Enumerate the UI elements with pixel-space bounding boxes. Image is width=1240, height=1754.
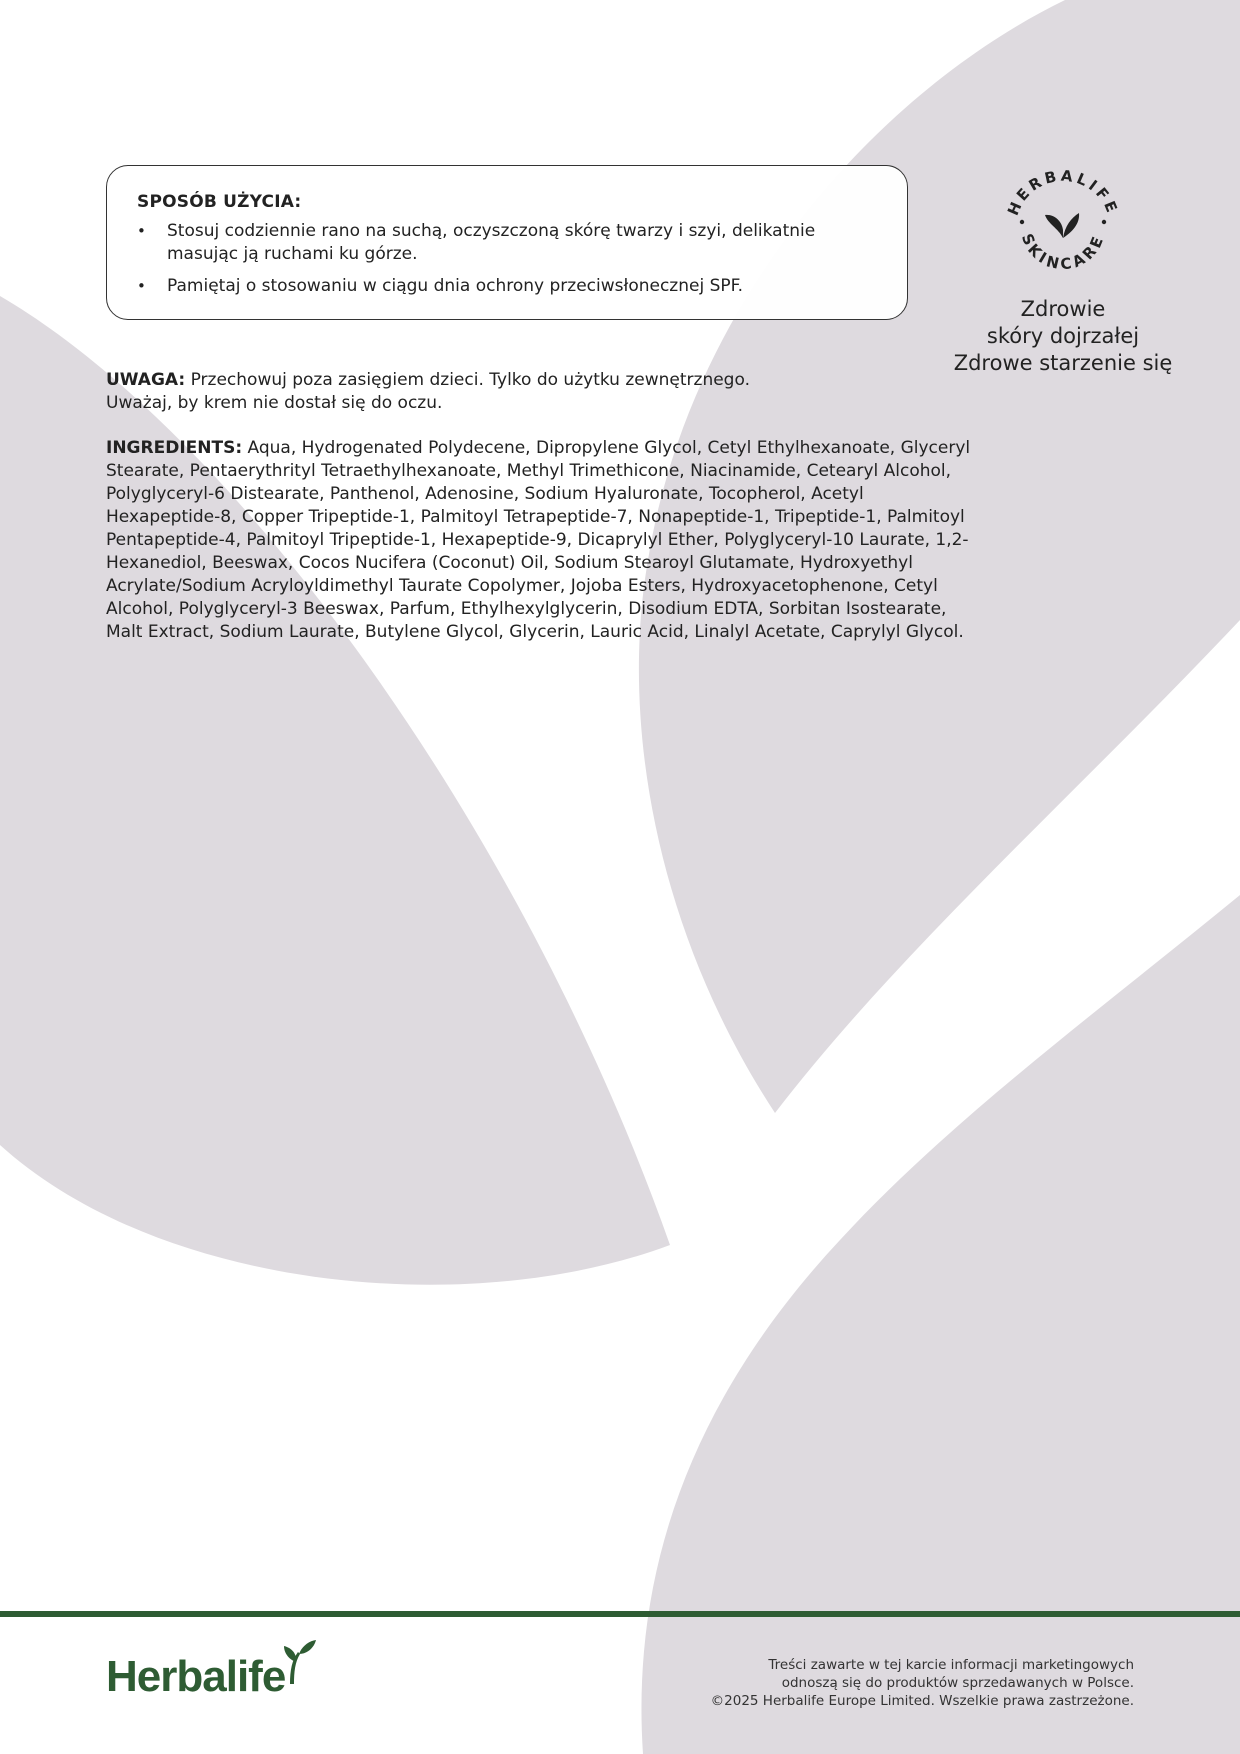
footer-legal-note: [700, 1656, 1134, 1710]
herbalife-skincare-badge: [998, 158, 1128, 288]
badge-text-bottom: SKINCARE: [1017, 231, 1109, 274]
usage-item: • Stosuj codziennie rano na suchą, oczyszczoną skórę twarzy i szyi, delikatnie masując ją ruchami ku górze.: [137, 220, 879, 266]
badge-dot-left: [1020, 220, 1024, 224]
usage-item: • Pamiętaj o stosowaniu w ciągu dnia ochrony przeciwsłonecznej SPF.: [137, 275, 879, 298]
usage-title: SPOSÓB UŻYCIA:: [137, 192, 302, 212]
ingredients-list: Aqua, Hydrogenated Polydecene, Dipropylene Glycol, Cetyl Ethylhexanoate, Glyceryl Stearate, Pentaerythrityl Tetraethylhexanoate, Methyl Trimethicone, Niacinamide, Cetearyl Alcohol, Polyglyceryl-6 Distearate, Panthenol, Adenosine, Sodium Hyaluronate, Tocopherol, Acetyl Hexapeptide-8, Copper Tripeptide-1, Palmitoyl Tetrapeptide-7, Nonapeptide-1, Tripeptide-1, Palmitoyl Pentapeptide-4, Palmitoyl Tripeptide-1, Hexapeptide-9, Dicaprylyl Ether, Polyglyceryl-10 Laurate, 1,2-Hexanediol, Beeswax, Cocos Nucifera (Coconut) Oil, Sodium Stearoyl Glutamate, Hydroxyethyl Acrylate/Sodium Acryloyldimethyl Taurate Copolymer, Jojoba Esters, Hydroxyacetophenone, Cetyl Alcohol, Polyglyceryl-3 Beeswax, Parfum, Ethylhexylglycerin, Disodium EDTA, Sorbitan Isostearate, Malt Extract, Sodium Laurate, Butylene Glycol, Glycerin, Lauric Acid, Linalyl Acetate, Caprylyl Glycol.: [106, 438, 971, 642]
leaf-sprout-icon: [1045, 213, 1079, 238]
svg-text:HERBALIFE: [1004, 167, 1122, 219]
herbalife-logo: [106, 1640, 316, 1706]
tagline-line-1: Zdrowie: [1020, 297, 1106, 321]
ingredients-label: INGREDIENTS:: [106, 438, 243, 458]
footer-note-line-1: Treści zawarte w tej karcie informacji marketingowych: [768, 1657, 1134, 1673]
logo-leaf-icon: [282, 1640, 316, 1684]
warning-line-2: Uważaj, by krem nie dostał się do oczu.: [106, 393, 443, 413]
tagline-line-2: skóry dojrzałej: [986, 324, 1140, 348]
product-tagline: [938, 296, 1188, 377]
footer-note-line-2: odnoszą się do produktów sprzedawanych w Polsce.: [781, 1675, 1134, 1691]
badge-dot-right: [1102, 220, 1106, 224]
usage-instructions-box: [106, 165, 908, 320]
logo-wordmark: Herbalife: [106, 1652, 286, 1701]
footer-divider: [0, 1611, 1240, 1617]
footer-note-line-3: ©2025 Herbalife Europe Limited. Wszelkie prawa zastrzeżone.: [710, 1693, 1134, 1709]
warning-label: UWAGA:: [106, 370, 186, 390]
warning-text: [106, 369, 866, 415]
warning-line-1: Przechowuj poza zasięgiem dzieci. Tylko do użytku zewnętrznego.: [190, 370, 750, 390]
tagline-line-3: Zdrowe starzenie się: [953, 351, 1173, 375]
badge-text-top: HERBALIFE: [1003, 166, 1123, 219]
ingredients-text: [106, 437, 976, 644]
usage-list: [137, 220, 879, 298]
